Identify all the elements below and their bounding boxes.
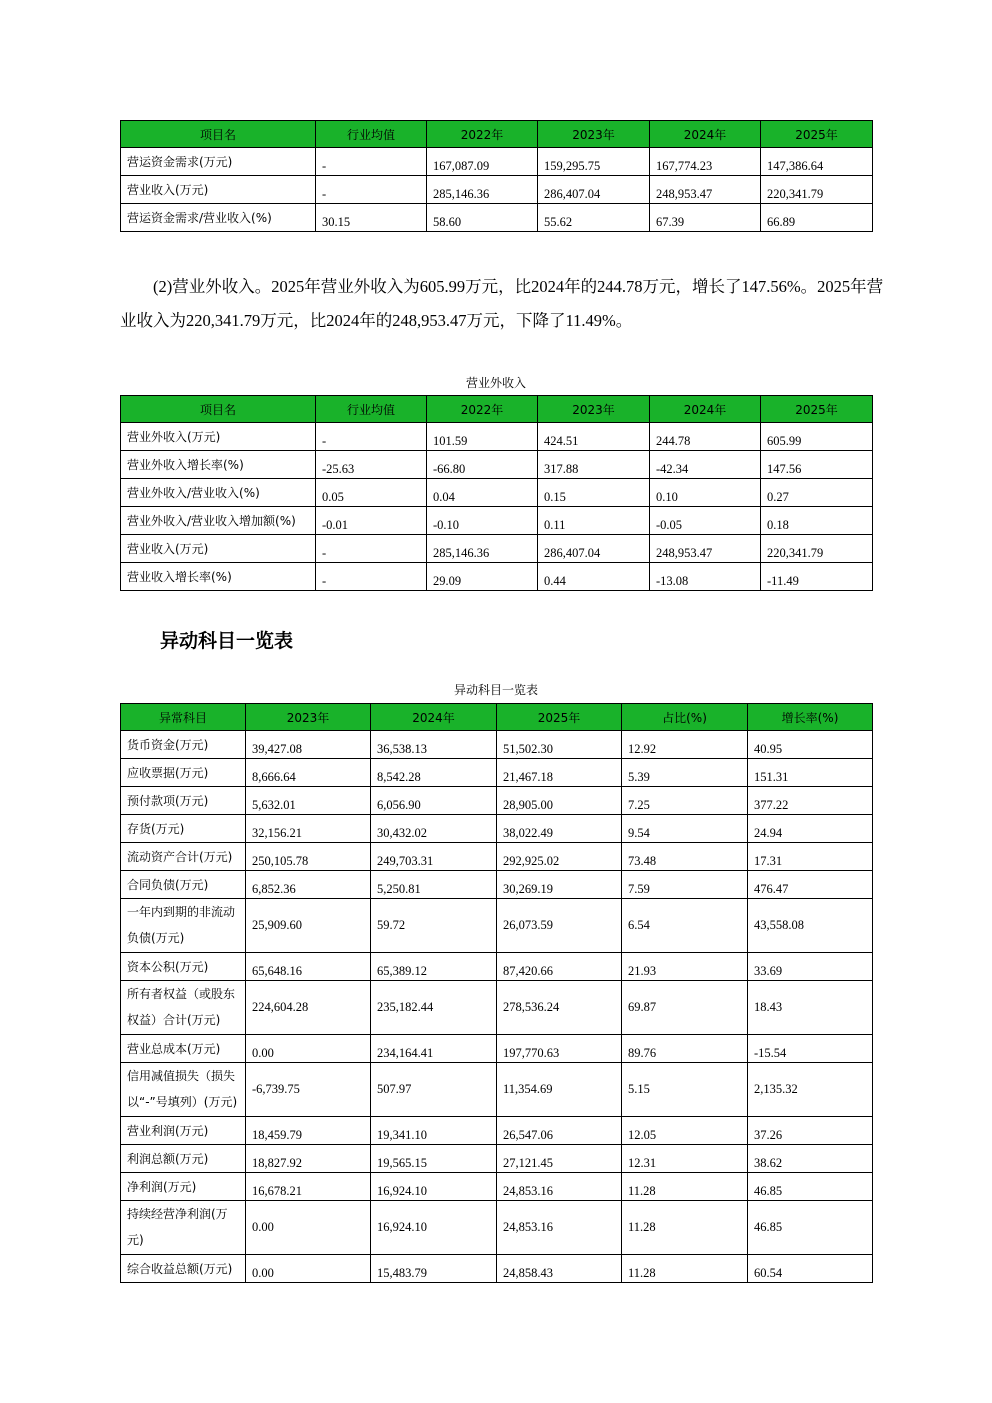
- cell: 37.26: [748, 1117, 873, 1145]
- table-row: [121, 899, 873, 953]
- cell: 59.72: [371, 899, 497, 953]
- cell: 17.31: [748, 843, 873, 871]
- table-row: [121, 1201, 873, 1255]
- table-caption: 营业外收入: [465, 376, 526, 390]
- table-row: [121, 423, 873, 451]
- cell: 24,853.16: [497, 1173, 622, 1201]
- body-paragraph: [120, 270, 890, 338]
- row-label: 营运资金需求/营业收入(%): [121, 204, 316, 232]
- row-label: 营运资金需求(万元): [121, 148, 316, 176]
- cell: 224,604.28: [246, 981, 371, 1035]
- cell: -13.08: [650, 563, 761, 591]
- cell: 6.54: [622, 899, 748, 953]
- cell: 278,536.24: [497, 981, 622, 1035]
- row-label: 营业收入(万元): [121, 535, 316, 563]
- cell: 605.99: [761, 423, 873, 451]
- header-cell: 项目名: [121, 121, 316, 148]
- cell: 24.94: [748, 815, 873, 843]
- cell: 21,467.18: [497, 759, 622, 787]
- cell: 19,565.15: [371, 1145, 497, 1173]
- header-cell: 2024年: [650, 396, 761, 423]
- table-row: [121, 1145, 873, 1173]
- cell: 6,056.90: [371, 787, 497, 815]
- header-cell: 行业均值: [316, 121, 427, 148]
- cell: -25.63: [316, 451, 427, 479]
- paragraph-text: (2)营业外收入。2025年营业外收入为605.99万元，比2024年的244.78万元，增长了147.56%。2025年营业收入为220,341.79万元，比2024年的248,953.47万元，下降了11.49%。: [120, 277, 884, 330]
- table-row: [121, 953, 873, 981]
- cell: 60.54: [748, 1255, 873, 1283]
- cell: 476.47: [748, 871, 873, 899]
- cell: 16,924.10: [371, 1201, 497, 1255]
- table-row: [121, 535, 873, 563]
- cell: 0.27: [761, 479, 873, 507]
- cell: 234,164.41: [371, 1035, 497, 1063]
- table-row: [121, 148, 873, 176]
- header-cell: 增长率(%): [748, 704, 873, 731]
- cell: 73.48: [622, 843, 748, 871]
- header-cell: 2023年: [538, 121, 650, 148]
- cell: 292,925.02: [497, 843, 622, 871]
- cell: 0.44: [538, 563, 650, 591]
- cell: 33.69: [748, 953, 873, 981]
- cell: 87,420.66: [497, 953, 622, 981]
- cell: 7.25: [622, 787, 748, 815]
- cell: 18.43: [748, 981, 873, 1035]
- cell: 167,087.09: [427, 148, 538, 176]
- cell: 15,483.79: [371, 1255, 497, 1283]
- table-row: [121, 451, 873, 479]
- row-label: 所有者权益（或股东权益）合计(万元): [121, 981, 246, 1035]
- cell: 12.31: [622, 1145, 748, 1173]
- cell: 36,538.13: [371, 731, 497, 759]
- row-label: 存货(万元): [121, 815, 246, 843]
- header-cell: 2022年: [427, 121, 538, 148]
- table-row: [121, 1255, 873, 1283]
- cell: 67.39: [650, 204, 761, 232]
- row-label: 持续经营净利润(万元): [121, 1201, 246, 1255]
- table-row: [121, 507, 873, 535]
- cell: 0.04: [427, 479, 538, 507]
- abnormal-items-table: [120, 703, 873, 1283]
- cell: -: [316, 535, 427, 563]
- header-cell: 2025年: [761, 121, 873, 148]
- cell: 317.88: [538, 451, 650, 479]
- cell: 0.00: [246, 1255, 371, 1283]
- table-header-row: [121, 396, 873, 423]
- cell: -6,739.75: [246, 1063, 371, 1117]
- cell: 147.56: [761, 451, 873, 479]
- row-label: 资本公积(万元): [121, 953, 246, 981]
- cell: 28,905.00: [497, 787, 622, 815]
- cell: 5,632.01: [246, 787, 371, 815]
- header-cell: 2024年: [371, 704, 497, 731]
- cell: 30.15: [316, 204, 427, 232]
- row-label: 净利润(万元): [121, 1173, 246, 1201]
- cell: 46.85: [748, 1173, 873, 1201]
- cell: 12.05: [622, 1117, 748, 1145]
- header-cell: 异常科目: [121, 704, 246, 731]
- cell: 69.87: [622, 981, 748, 1035]
- table-row: [121, 871, 873, 899]
- cell: -: [316, 176, 427, 204]
- header-cell: 项目名: [121, 396, 316, 423]
- cell: 220,341.79: [761, 535, 873, 563]
- cell: 244.78: [650, 423, 761, 451]
- cell: 0.10: [650, 479, 761, 507]
- table-row: [121, 787, 873, 815]
- header-cell: 2024年: [650, 121, 761, 148]
- cell: 197,770.63: [497, 1035, 622, 1063]
- cell: 507.97: [371, 1063, 497, 1117]
- table-row: [121, 479, 873, 507]
- table-row: [121, 176, 873, 204]
- cell: 11,354.69: [497, 1063, 622, 1117]
- table-row: [121, 731, 873, 759]
- cell: 11.28: [622, 1201, 748, 1255]
- cell: 32,156.21: [246, 815, 371, 843]
- cell: 151.31: [748, 759, 873, 787]
- cell: 38,022.49: [497, 815, 622, 843]
- table-header-row: [121, 704, 873, 731]
- cell: 26,073.59: [497, 899, 622, 953]
- row-label: 营业收入增长率(%): [121, 563, 316, 591]
- cell: 39,427.08: [246, 731, 371, 759]
- cell: 101.59: [427, 423, 538, 451]
- cell: 0.00: [246, 1201, 371, 1255]
- cell: -42.34: [650, 451, 761, 479]
- row-label: 营业外收入/营业收入增加额(%): [121, 507, 316, 535]
- cell: 46.85: [748, 1201, 873, 1255]
- table-row: [121, 1117, 873, 1145]
- cell: 9.54: [622, 815, 748, 843]
- cell: 16,924.10: [371, 1173, 497, 1201]
- table-row: [121, 843, 873, 871]
- cell: -: [316, 148, 427, 176]
- row-label: 货币资金(万元): [121, 731, 246, 759]
- row-label: 利润总额(万元): [121, 1145, 246, 1173]
- cell: 30,269.19: [497, 871, 622, 899]
- row-label: 流动资产合计(万元): [121, 843, 246, 871]
- cell: 248,953.47: [650, 535, 761, 563]
- section-heading: 异动科目一览表: [160, 630, 294, 652]
- header-cell: 行业均值: [316, 396, 427, 423]
- cell: 235,182.44: [371, 981, 497, 1035]
- cell: 11.28: [622, 1173, 748, 1201]
- cell: 66.89: [761, 204, 873, 232]
- cell: 249,703.31: [371, 843, 497, 871]
- cell: -: [316, 423, 427, 451]
- row-label: 综合收益总额(万元): [121, 1255, 246, 1283]
- cell: 2,135.32: [748, 1063, 873, 1117]
- cell: 38.62: [748, 1145, 873, 1173]
- row-label: 营业外收入(万元): [121, 423, 316, 451]
- row-label: 营业外收入增长率(%): [121, 451, 316, 479]
- table-row: [121, 1035, 873, 1063]
- cell: 0.00: [246, 1035, 371, 1063]
- row-label: 信用减值损失（损失以“-”号填列）(万元): [121, 1063, 246, 1117]
- table-row: [121, 204, 873, 232]
- cell: 8,666.64: [246, 759, 371, 787]
- cell: 27,121.45: [497, 1145, 622, 1173]
- header-cell: 2023年: [538, 396, 650, 423]
- table-row: [121, 563, 873, 591]
- cell: 26,547.06: [497, 1117, 622, 1145]
- table-row: [121, 759, 873, 787]
- cell: 248,953.47: [650, 176, 761, 204]
- cell: 65,389.12: [371, 953, 497, 981]
- cell: 24,853.16: [497, 1201, 622, 1255]
- row-label: 预付款项(万元): [121, 787, 246, 815]
- cell: -0.10: [427, 507, 538, 535]
- cell: -0.05: [650, 507, 761, 535]
- row-label: 一年内到期的非流动负债(万元): [121, 899, 246, 953]
- cell: -0.01: [316, 507, 427, 535]
- cell: 285,146.36: [427, 535, 538, 563]
- cell: 286,407.04: [538, 535, 650, 563]
- cell: 0.18: [761, 507, 873, 535]
- cell: 0.11: [538, 507, 650, 535]
- cell: 55.62: [538, 204, 650, 232]
- cell: 285,146.36: [427, 176, 538, 204]
- table-row: [121, 815, 873, 843]
- cell: 11.28: [622, 1255, 748, 1283]
- cell: -: [316, 563, 427, 591]
- cell: 6,852.36: [246, 871, 371, 899]
- cell: 8,542.28: [371, 759, 497, 787]
- row-label: 营业总成本(万元): [121, 1035, 246, 1063]
- cell: 65,648.16: [246, 953, 371, 981]
- row-label: 营业利润(万元): [121, 1117, 246, 1145]
- cell: 24,858.43: [497, 1255, 622, 1283]
- cell: 7.59: [622, 871, 748, 899]
- cell: 167,774.23: [650, 148, 761, 176]
- cell: 18,827.92: [246, 1145, 371, 1173]
- cell: -11.49: [761, 563, 873, 591]
- header-cell: 2022年: [427, 396, 538, 423]
- cell: 377.22: [748, 787, 873, 815]
- row-label: 应收票据(万元): [121, 759, 246, 787]
- cell: 89.76: [622, 1035, 748, 1063]
- cell: 0.15: [538, 479, 650, 507]
- cell: -66.80: [427, 451, 538, 479]
- cell: 25,909.60: [246, 899, 371, 953]
- cell: 5.15: [622, 1063, 748, 1117]
- cell: 29.09: [427, 563, 538, 591]
- cell: 21.93: [622, 953, 748, 981]
- cell: 51,502.30: [497, 731, 622, 759]
- cell: 43,558.08: [748, 899, 873, 953]
- cell: 19,341.10: [371, 1117, 497, 1145]
- table-row: [121, 1063, 873, 1117]
- cell: 424.51: [538, 423, 650, 451]
- table-row: [121, 1173, 873, 1201]
- table-row: [121, 981, 873, 1035]
- cell: 40.95: [748, 731, 873, 759]
- table-header-row: [121, 121, 873, 148]
- cell: 250,105.78: [246, 843, 371, 871]
- cell: 147,386.64: [761, 148, 873, 176]
- row-label: 营业外收入/营业收入(%): [121, 479, 316, 507]
- cell: 286,407.04: [538, 176, 650, 204]
- cell: 16,678.21: [246, 1173, 371, 1201]
- cell: -15.54: [748, 1035, 873, 1063]
- row-label: 营业收入(万元): [121, 176, 316, 204]
- header-cell: 2023年: [246, 704, 371, 731]
- cell: 5.39: [622, 759, 748, 787]
- header-cell: 占比(%): [622, 704, 748, 731]
- header-cell: 2025年: [761, 396, 873, 423]
- cell: 0.05: [316, 479, 427, 507]
- header-cell: 2025年: [497, 704, 622, 731]
- cell: 18,459.79: [246, 1117, 371, 1145]
- cell: 30,432.02: [371, 815, 497, 843]
- table-caption: 异动科目一览表: [453, 683, 538, 697]
- non-operating-income-table: [120, 395, 873, 591]
- cell: 220,341.79: [761, 176, 873, 204]
- cell: 5,250.81: [371, 871, 497, 899]
- cell: 12.92: [622, 731, 748, 759]
- cell: 58.60: [427, 204, 538, 232]
- cell: 159,295.75: [538, 148, 650, 176]
- working-capital-table: [120, 120, 873, 232]
- row-label: 合同负债(万元): [121, 871, 246, 899]
